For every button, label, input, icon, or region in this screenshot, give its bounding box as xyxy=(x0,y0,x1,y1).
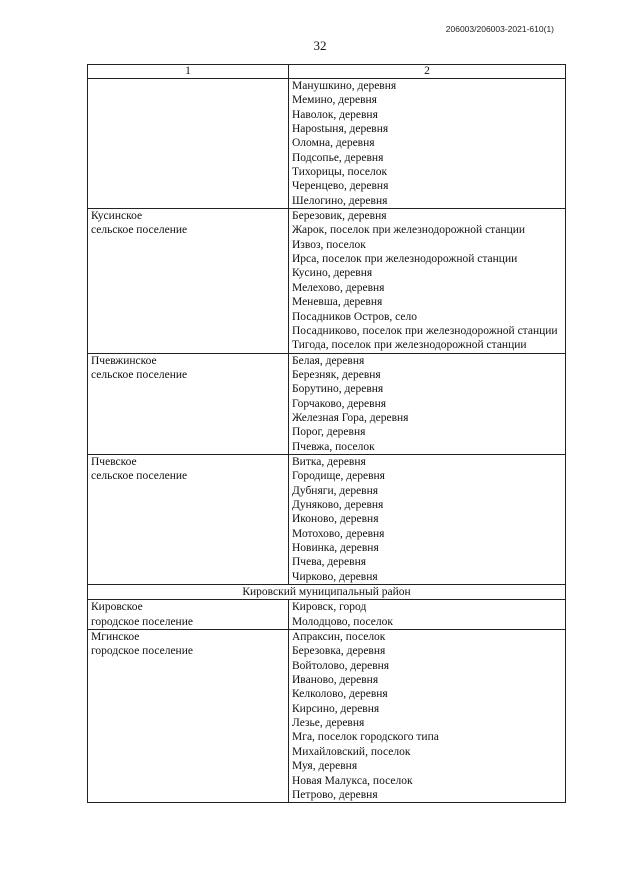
list-item: Борутино, деревня xyxy=(292,383,384,396)
list-item: Посадников Остров, село xyxy=(292,310,418,323)
list-item: Железная Гора, деревня xyxy=(292,411,409,424)
locality-cell xyxy=(289,630,566,803)
column-header-2: 2 xyxy=(289,65,566,79)
list-item: Петрово, деревня xyxy=(292,788,378,801)
district-title: Кировский муниципальный район xyxy=(88,585,566,600)
list-item: Посадниково, поселок при железнодорожной станции xyxy=(292,324,558,337)
settlement-cell xyxy=(88,600,289,630)
list-item: Горчаково, деревня xyxy=(292,397,387,410)
list-item: Лезье, деревня xyxy=(292,717,365,730)
list-item: Извоз, поселок xyxy=(292,238,366,251)
list-item: Новинка, деревня xyxy=(292,542,379,554)
list-item: Черенцево, деревня xyxy=(292,180,389,193)
table-row xyxy=(88,209,566,353)
list-item: Белая, деревня xyxy=(292,354,365,367)
table-row xyxy=(88,630,566,803)
locality-cell xyxy=(289,600,566,630)
list-item: Апраксин, поселок xyxy=(292,631,386,644)
list-item: Подсопье, деревня xyxy=(292,151,384,164)
list-item: Молодцово, поселок xyxy=(292,615,393,628)
table-row xyxy=(88,79,566,209)
locality-cell xyxy=(289,209,566,353)
list-item: Наволок, деревня xyxy=(292,108,378,121)
settlement-name-line: Мгинское xyxy=(91,631,140,644)
list-item: Новая Малукса, поселок xyxy=(292,774,413,787)
list-item: Тихорицы, поселок xyxy=(292,166,388,179)
settlement-name-line: сельское поселение xyxy=(91,368,188,381)
list-item: Городище, деревня xyxy=(292,470,385,483)
locality-cell xyxy=(289,353,566,454)
list-item: Пчевжа, поселок xyxy=(292,440,375,453)
list-item: Войтолово, деревня xyxy=(292,659,390,672)
list-item: Березняк, деревня xyxy=(292,368,381,381)
list-item: Тигода, поселок при железнодорожной станции xyxy=(292,339,527,352)
table-row xyxy=(88,353,566,454)
settlement-name-line: городское поселение xyxy=(91,645,193,658)
list-item: Манушкино, деревня xyxy=(292,80,397,92)
list-item: Нарostыня, деревня xyxy=(292,123,389,136)
list-item: Дубняги, деревня xyxy=(292,484,379,497)
table-row xyxy=(88,600,566,630)
settlement-cell xyxy=(88,209,289,353)
column-header-1: 1 xyxy=(88,65,289,79)
settlement-cell xyxy=(88,454,289,584)
table-header-row xyxy=(88,65,566,79)
list-item: Мемино, деревня xyxy=(292,94,377,107)
locality-cell xyxy=(289,454,566,584)
list-item: Муя, деревня xyxy=(292,760,358,773)
list-item: Иваново, деревня xyxy=(292,674,379,687)
page-number: 32 xyxy=(313,38,327,53)
list-item: Кирсино, деревня xyxy=(292,702,380,715)
settlement-name-line: Пчевское xyxy=(91,455,137,468)
list-item: Мотохово, деревня xyxy=(292,527,385,540)
settlements-table xyxy=(87,64,566,803)
document-code: 206003/206003-2021-610(1) xyxy=(445,24,554,34)
locality-cell xyxy=(289,79,566,209)
list-item: Жарок, поселок при железнодорожной станции xyxy=(292,224,526,237)
list-item: Шелогино, деревня xyxy=(292,194,388,207)
settlement-name-line: городское поселение xyxy=(91,615,193,628)
district-row xyxy=(88,585,566,600)
settlement-name-line: Пчевжинское xyxy=(91,354,157,367)
list-item: Дуняково, деревня xyxy=(292,498,384,511)
list-item: Михайловский, поселок xyxy=(292,745,411,758)
list-item: Меневша, деревня xyxy=(292,296,383,309)
list-item: Порог, деревня xyxy=(292,426,366,439)
list-item: Ирса, поселок при железнодорожной станции xyxy=(292,253,518,266)
list-item: Витка, деревня xyxy=(292,455,366,468)
settlement-cell xyxy=(88,79,289,209)
list-item: Кусино, деревня xyxy=(292,267,373,280)
list-item: Келколово, деревня xyxy=(292,688,388,701)
settlement-name-line: Кировское xyxy=(91,601,143,614)
list-item: Мга, поселок городского типа xyxy=(292,731,439,744)
settlement-name-line: сельское поселение xyxy=(91,470,188,483)
list-item: Иконово, деревня xyxy=(292,513,379,526)
list-item: Березовик, деревня xyxy=(292,210,387,223)
list-item: Мелехово, деревня xyxy=(292,281,385,294)
settlement-cell xyxy=(88,353,289,454)
settlement-name-line: сельское поселение xyxy=(91,224,188,237)
settlement-name-line: Кусинское xyxy=(91,210,143,223)
table-body xyxy=(88,79,566,803)
table-row xyxy=(88,454,566,584)
list-item: Чирково, деревня xyxy=(292,570,378,583)
list-item: Пчева, деревня xyxy=(292,556,367,569)
list-item: Кировск, город xyxy=(292,601,367,614)
list-item: Оломна, деревня xyxy=(292,137,375,150)
list-item: Березовка, деревня xyxy=(292,645,386,658)
settlement-cell xyxy=(88,630,289,803)
